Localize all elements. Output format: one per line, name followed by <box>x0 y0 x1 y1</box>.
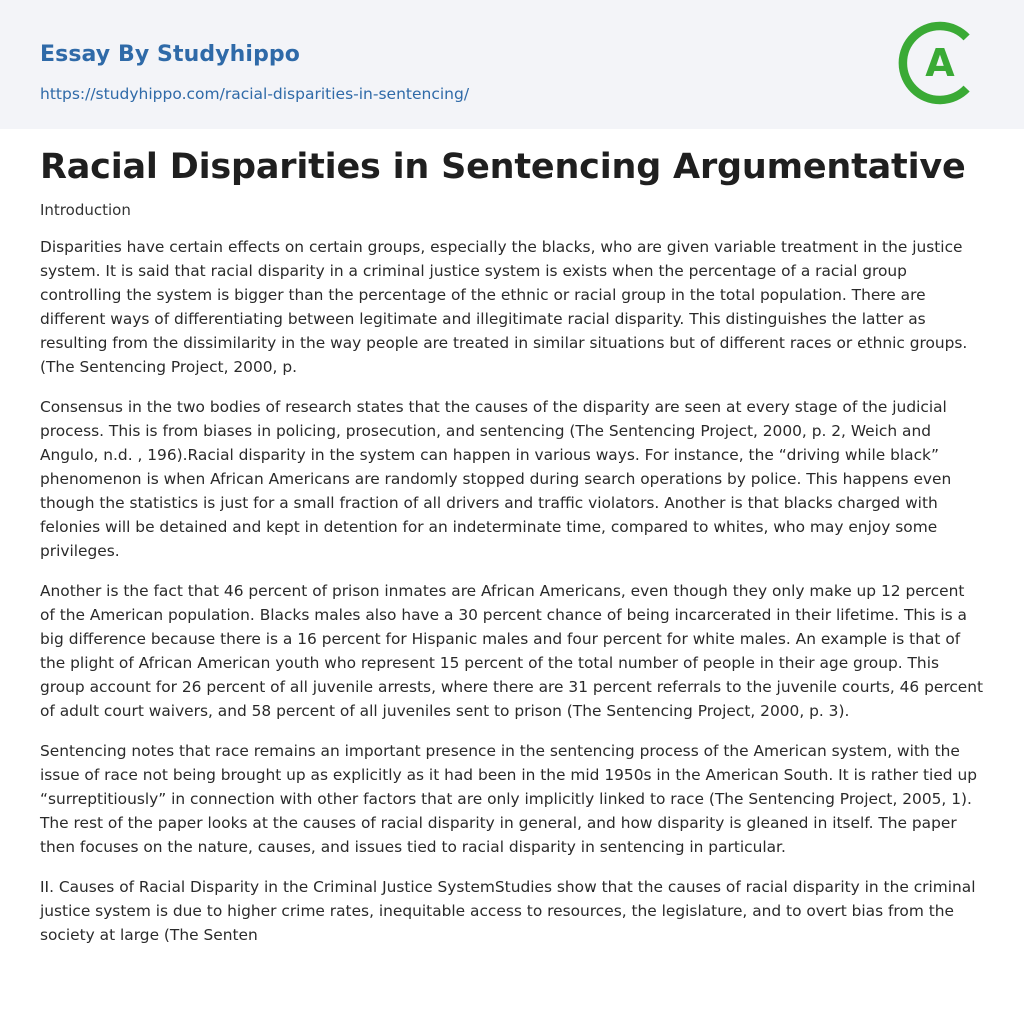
article-title: Racial Disparities in Sentencing Argumentative <box>40 147 966 187</box>
article <box>0 145 1024 947</box>
source-url-link[interactable]: https://studyhippo.com/racial-disparities-in-sentencing/ <box>40 85 470 103</box>
studyhippo-logo-icon[interactable] <box>898 20 984 106</box>
logo-letter: A <box>925 41 955 85</box>
article-paragraph: II. Causes of Racial Disparity in the Criminal Justice SystemStudies show that the causes of racial disparity in the criminal justice system is due to higher crime rates, inequitable access to resources, the legislature, and to overt bias from the society at large (The Senten <box>40 878 976 944</box>
article-paragraph: Disparities have certain effects on certain groups, especially the blacks, who are given variable treatment in the justice system. It is said that racial disparity in a criminal justice system is exists when the percentage of a racial group controlling the system is bigger than the percentage of the ethnic or racial group in the total population. There are different ways of differentiating between legitimate and illegitimate racial disparity. This distinguishes the latter as resulting from the dissimilarity in the way people are treated in similar situations but of different races or ethnic groups. (The Sentencing Project, 2000, p. <box>40 238 968 376</box>
article-paragraph: Sentencing notes that race remains an important presence in the sentencing process of the American system, with the issue of race not being brought up as explicitly as it had been in the mid 1950s in the American South. It is rather tied up “surreptitiously” in connection with other factors that are only implicitly linked to race (The Sentencing Project, 2005, 1). The rest of the paper looks at the causes of racial disparity in general, and how disparity is gleaned in itself. The paper then focuses on the nature, causes, and issues tied to racial disparity in sentencing in particular. <box>40 742 977 856</box>
section-label-introduction: Introduction <box>40 201 131 219</box>
page-header <box>0 0 1024 129</box>
article-paragraph: Consensus in the two bodies of research states that the causes of the disparity are seen at every stage of the judicial process. This is from biases in policing, prosecution, and sentencing (The Sentencing Project, 2000, p. 2, Weich and Angulo, n.d. , 196).Racial disparity in the system can happen in various ways. For instance, the “driving while black” phenomenon is when African Americans are randomly stopped during search operations by police. This happens even though the statistics is just for a small fraction of all drivers and traffic violators. Another is that blacks charged with felonies will be detained and kept in detention for an indeterminate time, compared to whites, who may enjoy some privileges. <box>40 398 952 560</box>
site-brand[interactable]: Essay By Studyhippo <box>40 42 300 67</box>
article-paragraph: Another is the fact that 46 percent of prison inmates are African Americans, even though they only make up 12 percent of the American population. Blacks males also have a 30 percent chance of being incarcerated in their lifetime. This is a big difference because there is a 16 percent for Hispanic males and four percent for white males. An example is that of the plight of African American youth who represent 15 percent of the total number of people in their age group. This group account for 26 percent of all juvenile arrests, where there are 31 percent referrals to the juvenile courts, 46 percent of adult court waivers, and 58 percent of all juveniles sent to prison (The Sentencing Project, 2000, p. 3). <box>40 582 984 720</box>
